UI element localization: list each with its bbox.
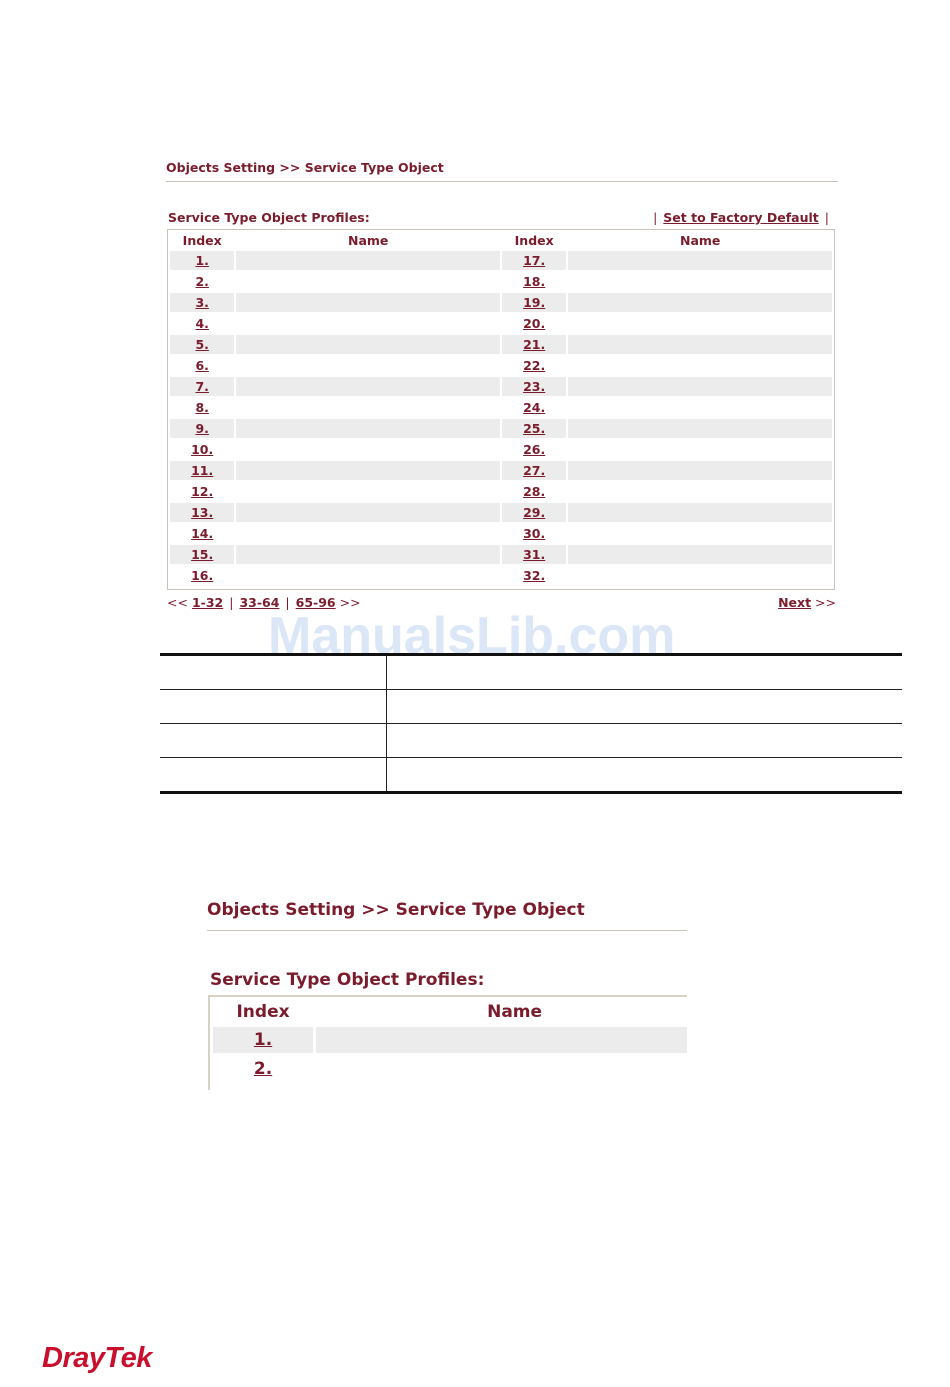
name-cell bbox=[236, 461, 500, 480]
profile-link[interactable]: 31. bbox=[523, 547, 546, 562]
index-cell bbox=[170, 314, 234, 333]
profile-link-2[interactable]: 2. bbox=[253, 1059, 273, 1079]
page-link-1-32[interactable]: 1-32 bbox=[191, 595, 224, 610]
profile-link[interactable]: 3. bbox=[195, 295, 209, 310]
profile-link[interactable]: 9. bbox=[195, 421, 209, 436]
profile-link[interactable]: 18. bbox=[523, 274, 546, 289]
profile-link[interactable]: 15. bbox=[191, 547, 214, 562]
profile-link[interactable]: 14. bbox=[191, 526, 214, 541]
table-cell bbox=[387, 690, 903, 724]
page-link-65-96[interactable]: 65-96 bbox=[295, 595, 336, 610]
zoom-profiles-heading: Service Type Object Profiles: bbox=[210, 970, 485, 990]
profiles-heading: Service Type Object Profiles: bbox=[168, 210, 370, 225]
profile-link[interactable]: 6. bbox=[195, 358, 209, 373]
name-cell bbox=[236, 524, 500, 543]
index-cell bbox=[502, 377, 566, 396]
profile-link[interactable]: 5. bbox=[195, 337, 209, 352]
profile-link[interactable]: 30. bbox=[523, 526, 546, 541]
index-column-header: Index bbox=[236, 1002, 290, 1022]
index-column-header: Index bbox=[182, 233, 222, 248]
index-cell bbox=[170, 545, 234, 564]
name-cell bbox=[236, 272, 500, 291]
table-cell bbox=[160, 758, 387, 793]
factory-default-bar bbox=[647, 210, 835, 225]
profile-link[interactable]: 8. bbox=[195, 400, 209, 415]
table-row bbox=[170, 314, 832, 333]
profile-link[interactable]: 11. bbox=[191, 463, 214, 478]
prev-arrow: << bbox=[167, 595, 188, 610]
more-arrow: >> bbox=[339, 595, 361, 610]
index-cell bbox=[213, 1056, 313, 1082]
index-cell bbox=[502, 566, 566, 585]
next-arrow: >> bbox=[815, 595, 836, 610]
table-row bbox=[170, 377, 832, 396]
index-cell bbox=[502, 440, 566, 459]
profile-link[interactable]: 1. bbox=[195, 253, 209, 268]
name-cell bbox=[236, 482, 500, 501]
name-cell bbox=[236, 293, 500, 312]
index-cell bbox=[502, 356, 566, 375]
name-cell bbox=[568, 419, 832, 438]
page-link-33-64[interactable]: 33-64 bbox=[239, 595, 280, 610]
name-cell bbox=[236, 251, 500, 270]
index-cell bbox=[213, 1027, 313, 1053]
table-row bbox=[170, 503, 832, 522]
table-row bbox=[170, 461, 832, 480]
table-row bbox=[170, 251, 832, 270]
name-cell bbox=[568, 503, 832, 522]
name-cell bbox=[236, 419, 500, 438]
profile-link[interactable]: 20. bbox=[523, 316, 546, 331]
table-row bbox=[213, 1027, 687, 1053]
name-cell bbox=[568, 293, 832, 312]
index-cell bbox=[170, 482, 234, 501]
index-cell bbox=[502, 482, 566, 501]
next-nav bbox=[778, 595, 836, 610]
name-cell bbox=[236, 398, 500, 417]
table-row bbox=[170, 524, 832, 543]
watermark-text: ManualsLib.com bbox=[268, 607, 676, 665]
profile-link[interactable]: 28. bbox=[523, 484, 546, 499]
index-cell bbox=[170, 377, 234, 396]
page-title: Objects Setting >> Service Type Object bbox=[166, 160, 838, 182]
profile-link-1[interactable]: 1. bbox=[253, 1030, 273, 1050]
profile-link[interactable]: 16. bbox=[191, 568, 214, 583]
name-column-header: Name bbox=[487, 1002, 543, 1022]
profile-link[interactable]: 29. bbox=[523, 505, 546, 520]
table-cell bbox=[160, 724, 387, 758]
table-cell bbox=[387, 655, 903, 690]
index-cell bbox=[170, 419, 234, 438]
index-cell bbox=[170, 251, 234, 270]
separator: | bbox=[285, 595, 290, 610]
index-cell bbox=[170, 398, 234, 417]
profile-link[interactable]: 12. bbox=[191, 484, 214, 499]
table-cell bbox=[160, 690, 387, 724]
index-cell bbox=[170, 566, 234, 585]
next-link[interactable]: Next bbox=[778, 595, 812, 610]
profile-link[interactable]: 7. bbox=[195, 379, 209, 394]
index-cell bbox=[170, 272, 234, 291]
profile-link[interactable]: 22. bbox=[523, 358, 546, 373]
zoom-page-title: Objects Setting >> Service Type Object bbox=[207, 900, 687, 931]
index-cell bbox=[170, 524, 234, 543]
index-cell bbox=[502, 272, 566, 291]
profile-link[interactable]: 23. bbox=[523, 379, 546, 394]
index-cell bbox=[502, 461, 566, 480]
table-row bbox=[170, 335, 832, 354]
index-cell bbox=[502, 524, 566, 543]
index-cell bbox=[170, 356, 234, 375]
name-cell bbox=[236, 503, 500, 522]
name-cell bbox=[316, 1027, 687, 1053]
zoom-profiles-table-box bbox=[208, 995, 687, 1090]
description-table bbox=[160, 653, 902, 794]
name-cell bbox=[568, 335, 832, 354]
name-cell bbox=[568, 566, 832, 585]
name-cell bbox=[236, 440, 500, 459]
index-cell bbox=[502, 293, 566, 312]
name-cell bbox=[568, 440, 832, 459]
separator: | bbox=[824, 210, 829, 225]
zoom-profiles-table bbox=[210, 997, 687, 1085]
index-cell bbox=[502, 545, 566, 564]
table-row bbox=[170, 398, 832, 417]
table-row bbox=[213, 1056, 687, 1082]
table-cell bbox=[387, 758, 903, 793]
index-column-header: Index bbox=[514, 233, 554, 248]
name-cell bbox=[568, 272, 832, 291]
index-cell bbox=[502, 503, 566, 522]
table-row bbox=[170, 545, 832, 564]
index-cell bbox=[170, 503, 234, 522]
index-cell bbox=[502, 251, 566, 270]
table-row bbox=[170, 482, 832, 501]
table-row bbox=[170, 293, 832, 312]
name-cell bbox=[568, 482, 832, 501]
separator: | bbox=[653, 210, 658, 225]
profile-link[interactable]: 25. bbox=[523, 421, 546, 436]
index-cell bbox=[502, 314, 566, 333]
profile-link[interactable]: 19. bbox=[523, 295, 546, 310]
table-row bbox=[170, 419, 832, 438]
index-cell bbox=[502, 419, 566, 438]
profile-link[interactable]: 32. bbox=[523, 568, 546, 583]
index-cell bbox=[170, 461, 234, 480]
name-column-header: Name bbox=[679, 233, 721, 248]
draytek-logo: DrayTek bbox=[42, 1342, 152, 1374]
table-row bbox=[170, 440, 832, 459]
name-cell bbox=[568, 461, 832, 480]
table-row bbox=[170, 356, 832, 375]
profile-link[interactable]: 24. bbox=[523, 400, 546, 415]
profile-link[interactable]: 13. bbox=[191, 505, 214, 520]
profile-link[interactable]: 4. bbox=[195, 316, 209, 331]
index-cell bbox=[502, 398, 566, 417]
name-cell bbox=[568, 356, 832, 375]
profile-link[interactable]: 21. bbox=[523, 337, 546, 352]
profiles-table-box bbox=[167, 229, 835, 590]
name-cell bbox=[568, 377, 832, 396]
table-cell bbox=[387, 724, 903, 758]
index-cell bbox=[170, 440, 234, 459]
set-factory-default-link[interactable]: Set to Factory Default bbox=[663, 210, 819, 225]
separator: | bbox=[229, 595, 234, 610]
profiles-table bbox=[168, 230, 834, 587]
name-cell bbox=[236, 335, 500, 354]
profile-link[interactable]: 26. bbox=[523, 442, 546, 457]
name-cell bbox=[236, 356, 500, 375]
name-cell bbox=[236, 545, 500, 564]
profile-link[interactable]: 2. bbox=[195, 274, 209, 289]
name-cell bbox=[568, 314, 832, 333]
name-cell bbox=[236, 377, 500, 396]
name-cell bbox=[568, 545, 832, 564]
name-column-header: Name bbox=[347, 233, 389, 248]
table-cell bbox=[160, 655, 387, 690]
name-cell bbox=[236, 314, 500, 333]
name-cell bbox=[236, 566, 500, 585]
index-cell bbox=[170, 293, 234, 312]
profile-link[interactable]: 17. bbox=[523, 253, 546, 268]
name-cell bbox=[316, 1056, 687, 1082]
table-row bbox=[170, 566, 832, 585]
name-cell bbox=[568, 251, 832, 270]
index-cell bbox=[502, 335, 566, 354]
profile-link[interactable]: 10. bbox=[191, 442, 214, 457]
name-cell bbox=[568, 524, 832, 543]
table-row bbox=[170, 272, 832, 291]
name-cell bbox=[568, 398, 832, 417]
index-cell bbox=[170, 335, 234, 354]
profile-link[interactable]: 27. bbox=[523, 463, 546, 478]
